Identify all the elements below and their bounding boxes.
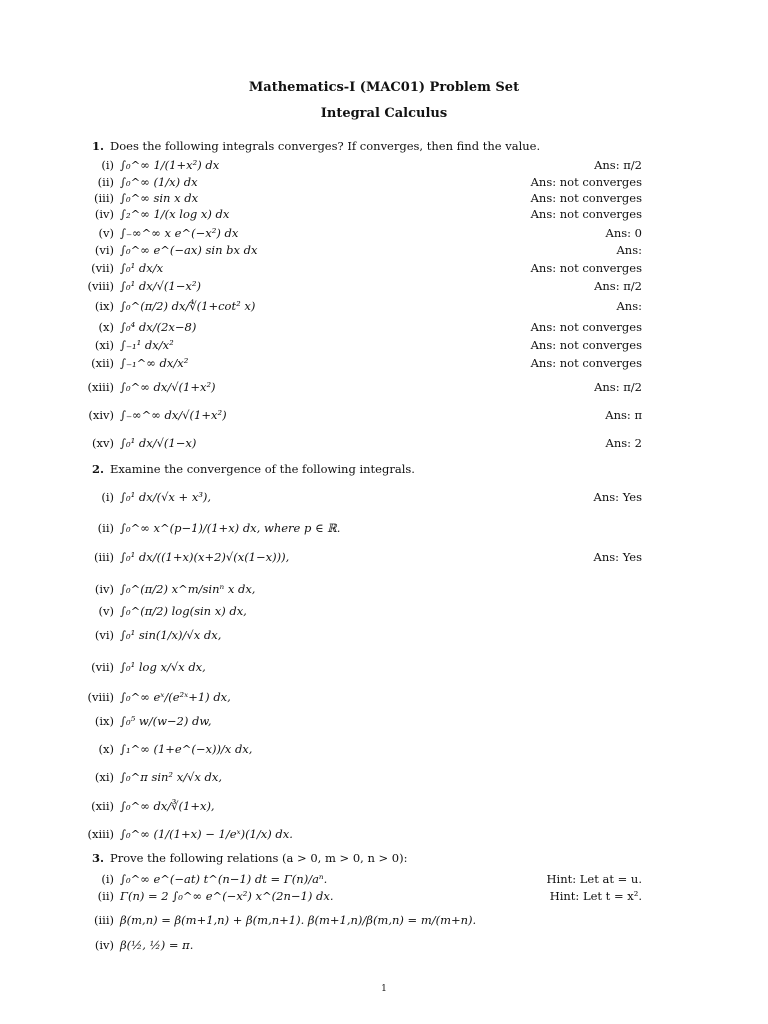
item-number: (iii) bbox=[93, 913, 114, 927]
problem-item bbox=[0, 827, 768, 845]
integral-expression: ∫₂^∞ 1/(x log x) dx bbox=[120, 207, 230, 221]
answer-text: Ans: Yes bbox=[593, 550, 642, 564]
question-text: Prove the following relations (a > 0, m > 0, n > 0): bbox=[110, 851, 408, 865]
answer-text: Ans: bbox=[616, 243, 642, 257]
item-number: (xii) bbox=[91, 799, 114, 813]
problem-item bbox=[0, 889, 768, 907]
integral-expression: ∫₀¹ dx/x bbox=[120, 261, 164, 275]
integral-expression: Γ(n) = 2 ∫₀^∞ e^(−x²) x^(2n−1) dx. bbox=[120, 889, 334, 903]
item-number: (v) bbox=[98, 226, 114, 240]
integral-expression: ∫₀¹ dx/(√x + x³), bbox=[120, 490, 212, 504]
integral-expression: β(½, ½) = π. bbox=[120, 938, 194, 952]
page-title: Mathematics-I (MAC01) Problem Set bbox=[248, 80, 520, 95]
item-number: (vi) bbox=[94, 243, 114, 257]
problem-item bbox=[0, 261, 768, 279]
item-number: (viii) bbox=[87, 690, 114, 704]
integral-expression: ∫₋₁^∞ dx/x² bbox=[120, 356, 189, 370]
integral-expression: ∫₀^(π/2) log(sin x) dx, bbox=[120, 604, 247, 618]
integral-expression: ∫₀^∞ e^(−ax) sin bx dx bbox=[120, 243, 258, 257]
item-number: (ix) bbox=[94, 299, 114, 313]
problem-item bbox=[0, 436, 768, 454]
problem-item bbox=[0, 872, 768, 890]
item-number: (xi) bbox=[94, 770, 114, 784]
integral-expression: β(m,n) = β(m+1,n) + β(m,n+1). β(m+1,n)/β(m,n) = m/(m+n). bbox=[120, 913, 477, 927]
problem-item bbox=[0, 207, 768, 225]
problem-item bbox=[0, 690, 768, 708]
problem-item bbox=[0, 550, 768, 568]
item-number: (v) bbox=[98, 604, 114, 618]
problem-item bbox=[0, 380, 768, 398]
problem-item bbox=[0, 770, 768, 788]
problem-item bbox=[0, 714, 768, 732]
answer-text: Ans: Yes bbox=[593, 490, 642, 504]
integral-expression: ∫₀^π sin² x/√x dx, bbox=[120, 770, 223, 784]
question-2 bbox=[92, 462, 415, 476]
problem-item bbox=[0, 742, 768, 760]
question-text: Examine the convergence of the following integrals. bbox=[110, 462, 415, 476]
answer-text: Ans: not converges bbox=[530, 175, 642, 189]
integral-expression: ∫₀^∞ e^(−at) t^(n−1) dt = Γ(n)/aⁿ. bbox=[120, 872, 328, 886]
answer-text: Hint: Let t = x². bbox=[549, 889, 642, 903]
item-number: (iii) bbox=[93, 550, 114, 564]
item-number: (xiii) bbox=[87, 827, 114, 841]
answer-text: Ans: π/2 bbox=[594, 279, 642, 293]
problem-item bbox=[0, 582, 768, 600]
answer-text: Ans: not converges bbox=[530, 191, 642, 205]
problem-item bbox=[0, 408, 768, 426]
answer-text: Ans: 2 bbox=[605, 436, 642, 450]
problem-item bbox=[0, 913, 768, 931]
item-number: (xiv) bbox=[88, 408, 114, 422]
integral-expression: ∫₀¹ log x/√x dx, bbox=[120, 660, 206, 674]
integral-expression: ∫₀¹ sin(1/x)/√x dx, bbox=[120, 628, 222, 642]
item-number: (ii) bbox=[97, 521, 114, 535]
integral-expression: ∫₀^∞ dx/∛(1+x), bbox=[120, 799, 215, 813]
item-number: (x) bbox=[98, 742, 114, 756]
problem-item bbox=[0, 356, 768, 374]
problem-item bbox=[0, 279, 768, 297]
integral-expression: ∫₀^∞ sin x dx bbox=[120, 191, 199, 205]
answer-text: Ans: 0 bbox=[605, 226, 642, 240]
integral-expression: ∫₋∞^∞ x e^(−x²) dx bbox=[120, 226, 239, 240]
problem-item bbox=[0, 799, 768, 817]
item-number: (xv) bbox=[92, 436, 114, 450]
answer-text: Ans: not converges bbox=[530, 338, 642, 352]
answer-text: Ans: not converges bbox=[530, 320, 642, 334]
item-number: (vi) bbox=[94, 628, 114, 642]
problem-item bbox=[0, 338, 768, 356]
question-3 bbox=[92, 851, 407, 865]
answer-text: Ans: not converges bbox=[530, 356, 642, 370]
page-number: 1 bbox=[381, 984, 387, 994]
answer-text: Ans: not converges bbox=[530, 261, 642, 275]
problem-item bbox=[0, 938, 768, 956]
answer-text: Ans: π/2 bbox=[594, 380, 642, 394]
problem-item bbox=[0, 226, 768, 244]
problem-item bbox=[0, 660, 768, 678]
problem-item bbox=[0, 604, 768, 622]
item-number: (xi) bbox=[94, 338, 114, 352]
item-number: (vii) bbox=[91, 660, 114, 674]
problem-item bbox=[0, 490, 768, 508]
item-number: (ii) bbox=[97, 175, 114, 189]
integral-expression: ∫₀^∞ eˣ/(e²ˣ+1) dx, bbox=[120, 690, 231, 704]
integral-expression: ∫₀^∞ (1/x) dx bbox=[120, 175, 198, 189]
integral-expression: ∫₀¹ dx/√(1−x²) bbox=[120, 279, 201, 293]
item-number: (viii) bbox=[87, 279, 114, 293]
section-title: Integral Calculus bbox=[320, 106, 448, 121]
item-number: (iii) bbox=[93, 191, 114, 205]
problem-item bbox=[0, 320, 768, 338]
question-text: Does the following integrals converges? If converges, then find the value. bbox=[110, 139, 541, 153]
integral-expression: ∫₀¹ dx/((1+x)(x+2)√(x(1−x))), bbox=[120, 550, 290, 564]
item-number: (ii) bbox=[97, 889, 114, 903]
integral-expression: ∫₀^∞ (1/(1+x) − 1/eˣ)(1/x) dx. bbox=[120, 827, 293, 841]
integral-expression: ∫₀¹ dx/√(1−x) bbox=[120, 436, 197, 450]
integral-expression: ∫₀^(π/2) dx/∜(1+cot² x) bbox=[120, 299, 256, 313]
item-number: (x) bbox=[98, 320, 114, 334]
integral-expression: ∫₁^∞ (1+e^(−x))/x dx, bbox=[120, 742, 253, 756]
answer-text: Ans: not converges bbox=[530, 207, 642, 221]
question-1 bbox=[92, 139, 540, 153]
item-number: (iv) bbox=[94, 582, 114, 596]
integral-expression: ∫₀^∞ dx/√(1+x²) bbox=[120, 380, 216, 394]
integral-expression: ∫₀^∞ x^(p−1)/(1+x) dx, where p ∈ ℝ. bbox=[120, 521, 341, 535]
problem-item bbox=[0, 628, 768, 646]
item-number: (i) bbox=[101, 158, 114, 172]
item-number: (ix) bbox=[94, 714, 114, 728]
question-number: 3. bbox=[92, 851, 105, 865]
answer-text: Ans: π/2 bbox=[594, 158, 642, 172]
problem-item bbox=[0, 158, 768, 176]
answer-text: Hint: Let at = u. bbox=[546, 872, 642, 886]
item-number: (vii) bbox=[91, 261, 114, 275]
integral-expression: ∫₀^(π/2) x^m/sinⁿ x dx, bbox=[120, 582, 256, 596]
integral-expression: ∫₀^∞ 1/(1+x²) dx bbox=[120, 158, 220, 172]
answer-text: Ans: π bbox=[605, 408, 642, 422]
item-number: (i) bbox=[101, 872, 114, 886]
item-number: (iv) bbox=[94, 207, 114, 221]
integral-expression: ∫₋∞^∞ dx/√(1+x²) bbox=[120, 408, 227, 422]
integral-expression: ∫₀⁴ dx/(2x−8) bbox=[120, 320, 197, 334]
question-number: 1. bbox=[92, 139, 105, 153]
answer-text: Ans: bbox=[616, 299, 642, 313]
problem-item bbox=[0, 299, 768, 317]
item-number: (xii) bbox=[91, 356, 114, 370]
item-number: (i) bbox=[101, 490, 114, 504]
item-number: (xiii) bbox=[87, 380, 114, 394]
integral-expression: ∫₀⁵ w/(w−2) dw, bbox=[120, 714, 212, 728]
question-number: 2. bbox=[92, 462, 105, 476]
problem-item bbox=[0, 521, 768, 539]
problem-item bbox=[0, 243, 768, 261]
integral-expression: ∫₋₁¹ dx/x² bbox=[120, 338, 174, 352]
item-number: (iv) bbox=[94, 938, 114, 952]
